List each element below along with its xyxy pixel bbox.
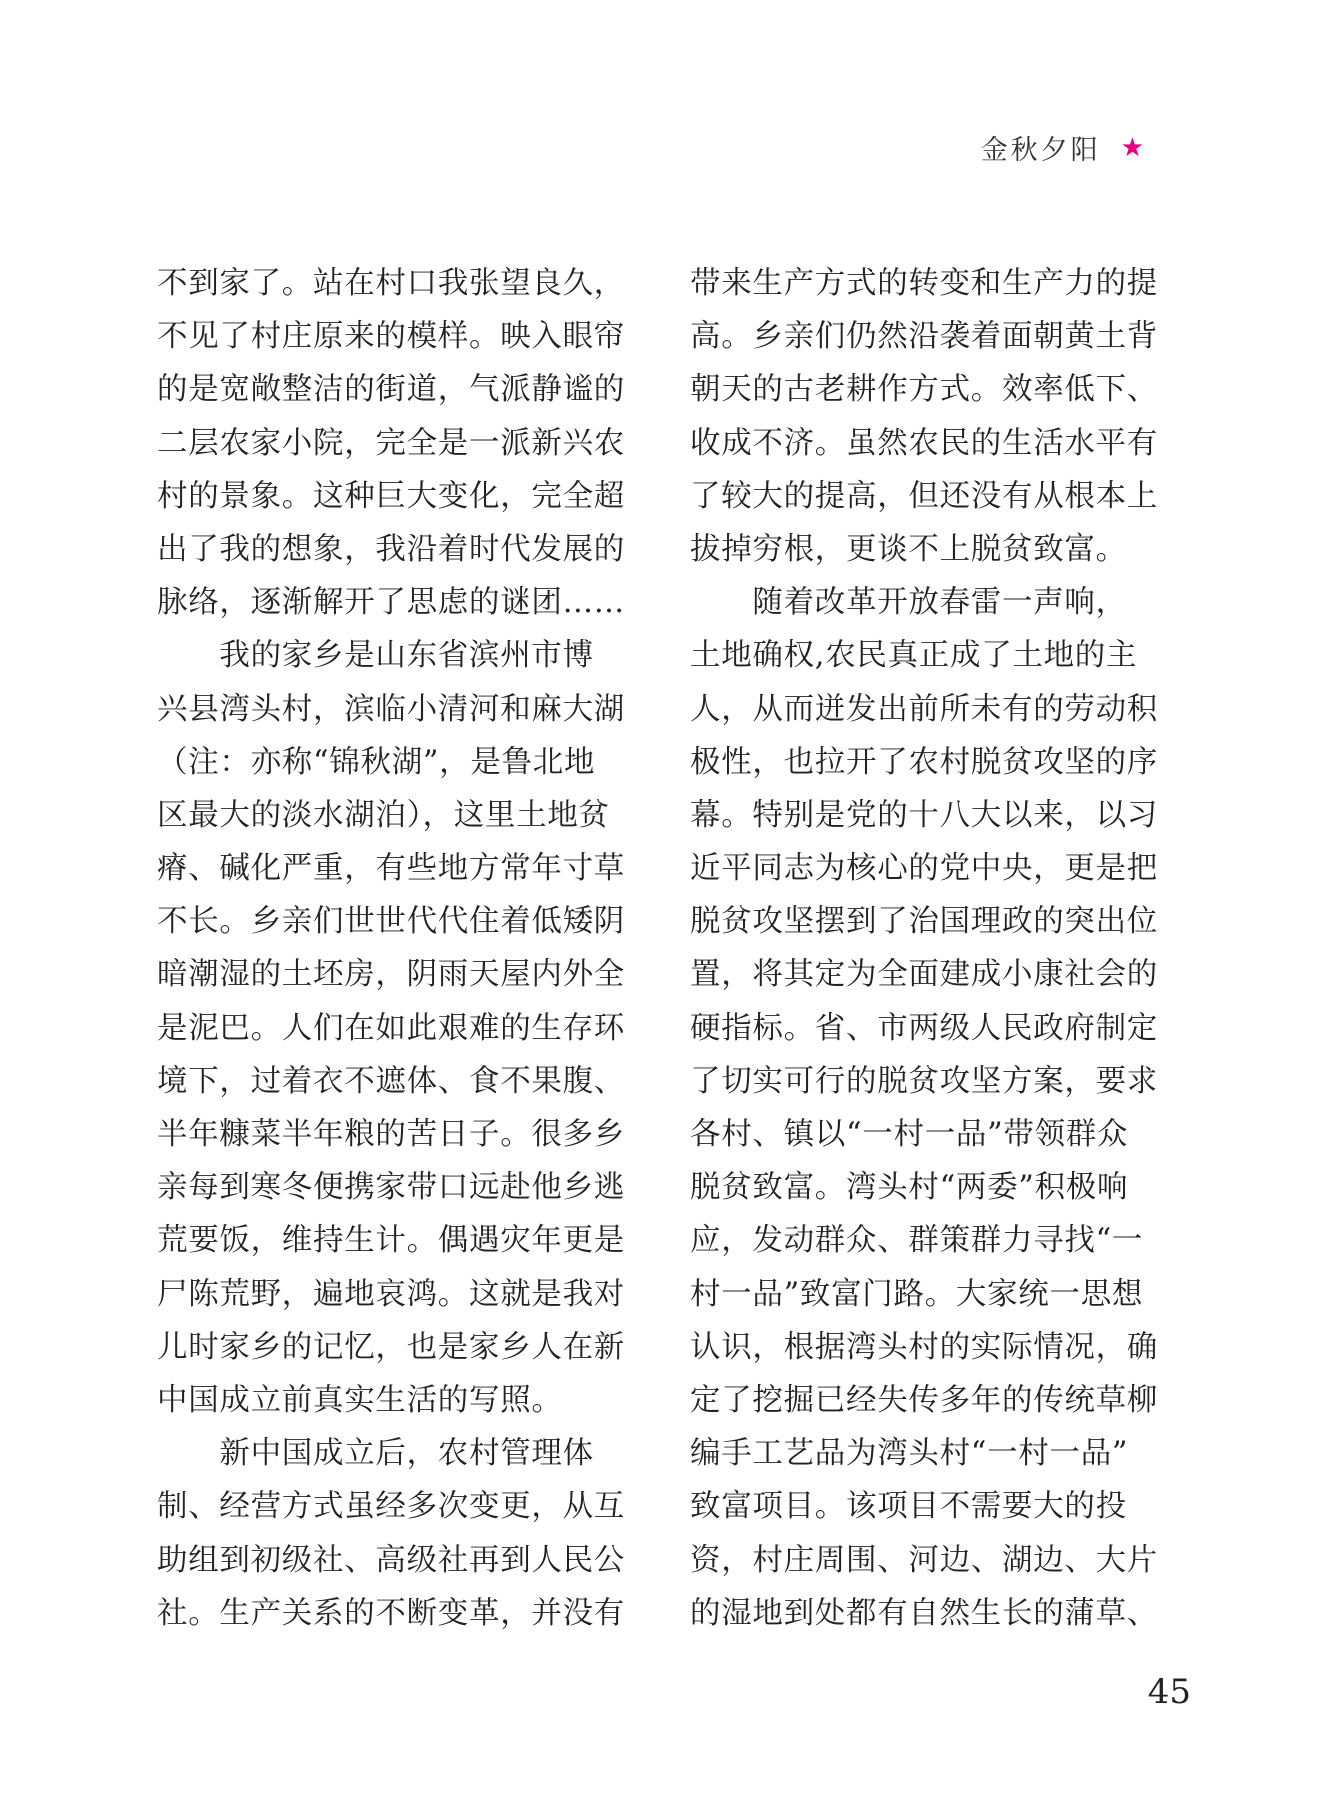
text-line: 朝天的古老耕作方式。效率低下、	[690, 372, 1158, 408]
text-line: 尸陈荒野，遍地哀鸿。这就是我对	[157, 1276, 625, 1312]
text-line: 随着改革开放春雷一声响，	[690, 585, 1127, 621]
text-line: 二层农家小院，完全是一派新兴农	[157, 425, 625, 461]
text-line: 了切实可行的脱贫攻坚方案，要求	[690, 1063, 1158, 1099]
text-line: 不长。乡亲们世世代代住着低矮阴	[157, 904, 625, 940]
text-line: 硬指标。省、市两级人民政府制定	[690, 1010, 1158, 1046]
text-line: 瘠、碱化严重，有些地方常年寸草	[157, 851, 625, 887]
text-line: 是泥巴。人们在如此艰难的生存环	[157, 1010, 625, 1046]
text-line: 了较大的提高，但还没有从根本上	[690, 478, 1158, 514]
text-line: 荒要饭，维持生计。偶遇灾年更是	[157, 1223, 625, 1259]
text-line: 定了挖掘已经失传多年的传统草柳	[690, 1382, 1158, 1418]
text-line: 儿时家乡的记忆，也是家乡人在新	[157, 1329, 625, 1365]
text-line: 我的家乡是山东省滨州市博	[157, 638, 594, 674]
text-line: 土地确权,农民真正成了土地的主	[690, 638, 1138, 674]
text-line: 极性，也拉开了农村脱贫攻坚的序	[690, 744, 1158, 780]
text-line: 村一品”致富门路。大家统一思想	[690, 1276, 1144, 1312]
section-title: 金秋夕阳	[980, 135, 1101, 166]
text-line: 各村、镇以“一村一品”带领群众	[690, 1117, 1129, 1152]
text-line: 区最大的淡水湖泊），这里土地贫	[157, 797, 610, 833]
text-line: 的湿地到处都有自然生长的蒲草、	[690, 1595, 1158, 1631]
text-line: 带来生产方式的转变和生产力的提	[690, 266, 1158, 301]
text-line: 境下，过着衣不遮体、食不果腹、	[157, 1063, 625, 1099]
text-line: 中国成立前真实生活的写照。	[157, 1382, 563, 1418]
text-line: 编手工艺品为湾头村“一村一品”	[690, 1436, 1129, 1472]
text-line: 出了我的想象，我沿着时代发展的	[157, 531, 625, 567]
text-line: 助组到初级社、高级社再到人民公	[157, 1542, 625, 1578]
text-line: 脱贫攻坚摆到了治国理政的突出位	[690, 904, 1158, 940]
text-line: 村的景象。这种巨大变化，完全超	[157, 478, 625, 514]
text-line: 脉络，逐渐解开了思虑的谜团……	[157, 585, 625, 621]
page-number: 45	[1147, 1672, 1191, 1712]
text-line: 半年糠菜半年粮的苦日子。很多乡	[157, 1117, 625, 1152]
text-line: 幕。特别是党的十八大以来，以习	[690, 797, 1158, 833]
text-line: 脱贫致富。湾头村“两委”积极响	[690, 1170, 1129, 1206]
text-column-left	[157, 257, 633, 1640]
text-line: 认识，根据湾头村的实际情况，确	[690, 1329, 1158, 1365]
text-line: 暗潮湿的土坯房，阴雨天屋内外全	[157, 957, 625, 993]
text-line: 社。生产关系的不断变革，并没有	[157, 1595, 625, 1631]
text-line: 不见了村庄原来的模样。映入眼帘	[157, 319, 625, 355]
star-icon: ★	[1120, 132, 1147, 163]
running-header	[981, 128, 1147, 167]
text-line: 制、经营方式虽经多次变更，从互	[157, 1489, 625, 1525]
text-line: 兴县湾头村，滨临小清河和麻大湖	[157, 691, 625, 727]
text-line: 人，从而迸发出前所未有的劳动积	[690, 691, 1158, 727]
text-line: 不到家了。站在村口我张望良久，	[157, 266, 625, 301]
text-line: 应，发动群众、群策群力寻找“一	[690, 1223, 1144, 1259]
text-line: 亲每到寒冬便携家带口远赴他乡逃	[157, 1170, 625, 1206]
text-line: 高。乡亲们仍然沿袭着面朝黄土背	[690, 319, 1158, 355]
text-line: 资，村庄周围、河边、湖边、大片	[690, 1542, 1158, 1578]
text-line: 置，将其定为全面建成小康社会的	[690, 957, 1158, 993]
text-line: 新中国成立后，农村管理体	[157, 1436, 594, 1472]
text-line: 致富项目。该项目不需要大的投	[690, 1489, 1127, 1525]
text-line: 的是宽敞整洁的街道，气派静谧的	[157, 372, 625, 408]
text-column-right	[690, 257, 1166, 1640]
text-line: 收成不济。虽然农民的生活水平有	[690, 425, 1158, 461]
text-line: 拔掉穷根，更谈不上脱贫致富。	[690, 531, 1127, 567]
text-line: （注：亦称“锦秋湖”，是鲁北地	[157, 744, 596, 780]
text-line: 近平同志为核心的党中央，更是把	[690, 851, 1158, 887]
